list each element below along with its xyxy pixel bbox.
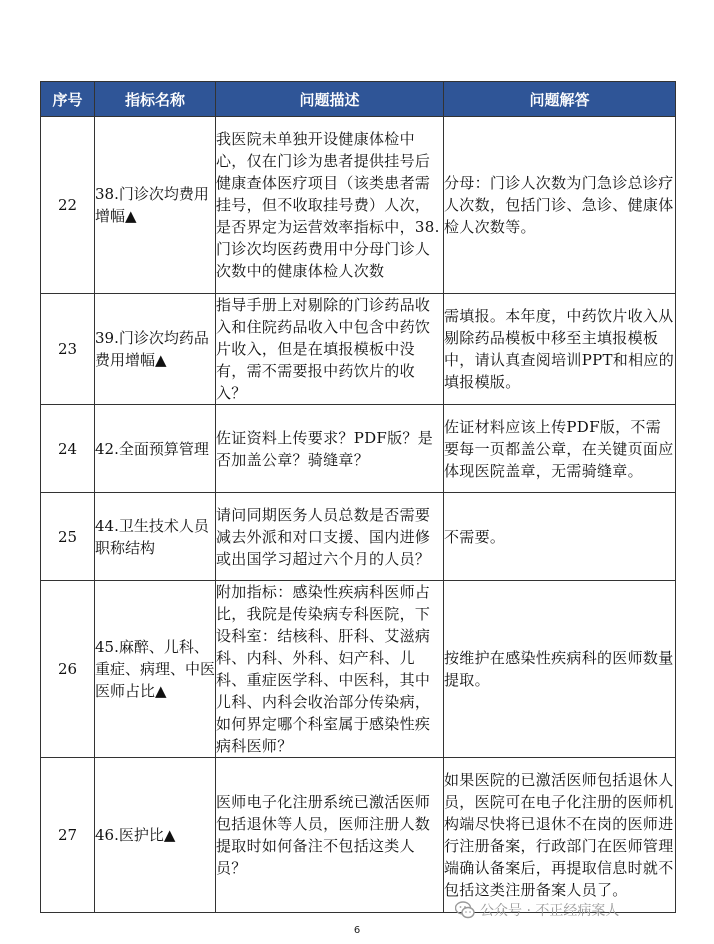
- indicator-name: 46.医护比▲: [95, 758, 216, 913]
- table-row: [41, 294, 676, 405]
- problem-description: 附加指标：感染性疾病科医师占比，我院是传染病专科医院，下设科室：结核科、肝科、艾滋病科、内科、外科、妇产科、儿科、重症医学科、中医科，其中儿科、内科会收治部分传染病，如何界定哪个科室属于感染性疾病科医师？: [216, 581, 444, 758]
- indicator-name: 45.麻醉、儿科、重症、病理、中医医师占比▲: [95, 581, 216, 758]
- problem-answer: 不需要。: [444, 493, 676, 581]
- problem-description: 指导手册上对剔除的门诊药品收入和住院药品收入中包含中药饮片收入，但是在填报模板中没有，需不需要报中药饮片的收入？: [216, 294, 444, 405]
- problem-answer: 分母：门诊人次数为门急诊总诊疗人次数，包括门诊、急诊、健康体检人次数等。: [444, 117, 676, 294]
- table-row: [41, 758, 676, 913]
- table-row: [41, 493, 676, 581]
- problem-answer: 按维护在感染性疾病科的医师数量提取。: [444, 581, 676, 758]
- row-number: 25: [41, 493, 95, 581]
- indicator-name: 42.全面预算管理: [95, 405, 216, 493]
- problem-answer: 如果医院的已激活医师包括退休人员，医院可在电子化注册的医师机构端尽快将已退休不在岗的医师进行注册备案，行政部门在医师管理端确认备案后，再提取信息时就不包括这类注册备案人员了。: [444, 758, 676, 913]
- indicator-name: 39.门诊次均药品费用增幅▲: [95, 294, 216, 405]
- table-header-row: [41, 82, 676, 117]
- indicator-name: 44.卫生技术人员职称结构: [95, 493, 216, 581]
- wechat-icon: [455, 901, 475, 919]
- problem-answer: 佐证材料应该上传PDF版，不需要每一页都盖公章，在关键页面应体现医院盖章，无需骑缝章。: [444, 405, 676, 493]
- page-number: 6: [353, 925, 361, 936]
- header-problem-description: 问题描述: [216, 82, 444, 117]
- row-number: 26: [41, 581, 95, 758]
- header-problem-answer: 问题解答: [444, 82, 676, 117]
- wechat-watermark: [455, 900, 619, 920]
- problem-description: 医师电子化注册系统已激活医师包括退休等人员，医师注册人数提取时如何备注不包括这类人员？: [216, 758, 444, 913]
- problem-description: 我医院未单独开设健康体检中心，仅在门诊为患者提供挂号后健康查体医疗项目（该类患者需挂号，但不收取挂号费）人次，是否界定为运营效率指标中，38.门诊次均医药费用中分母门诊人次数中的健康体检人次数: [216, 117, 444, 294]
- header-indicator-name: 指标名称: [95, 82, 216, 117]
- qa-table: [40, 81, 676, 913]
- row-number: 27: [41, 758, 95, 913]
- indicator-name: 38.门诊次均费用增幅▲: [95, 117, 216, 294]
- row-number: 23: [41, 294, 95, 405]
- table-row: [41, 405, 676, 493]
- table-row: [41, 117, 676, 294]
- problem-answer: 需填报。本年度，中药饮片收入从剔除药品模板中移至主填报模板中，请认真查阅培训PPT和相应的填报模版。: [444, 294, 676, 405]
- row-number: 24: [41, 405, 95, 493]
- problem-description: 佐证资料上传要求？PDF版？是否加盖公章？骑缝章？: [216, 405, 444, 493]
- table-row: [41, 581, 676, 758]
- problem-description: 请问同期医务人员总数是否需要减去外派和对口支援、国内进修或出国学习超过六个月的人员？: [216, 493, 444, 581]
- watermark-text: 公众号 · 不正经病案人: [480, 903, 620, 919]
- row-number: 22: [41, 117, 95, 294]
- header-no: 序号: [41, 82, 95, 117]
